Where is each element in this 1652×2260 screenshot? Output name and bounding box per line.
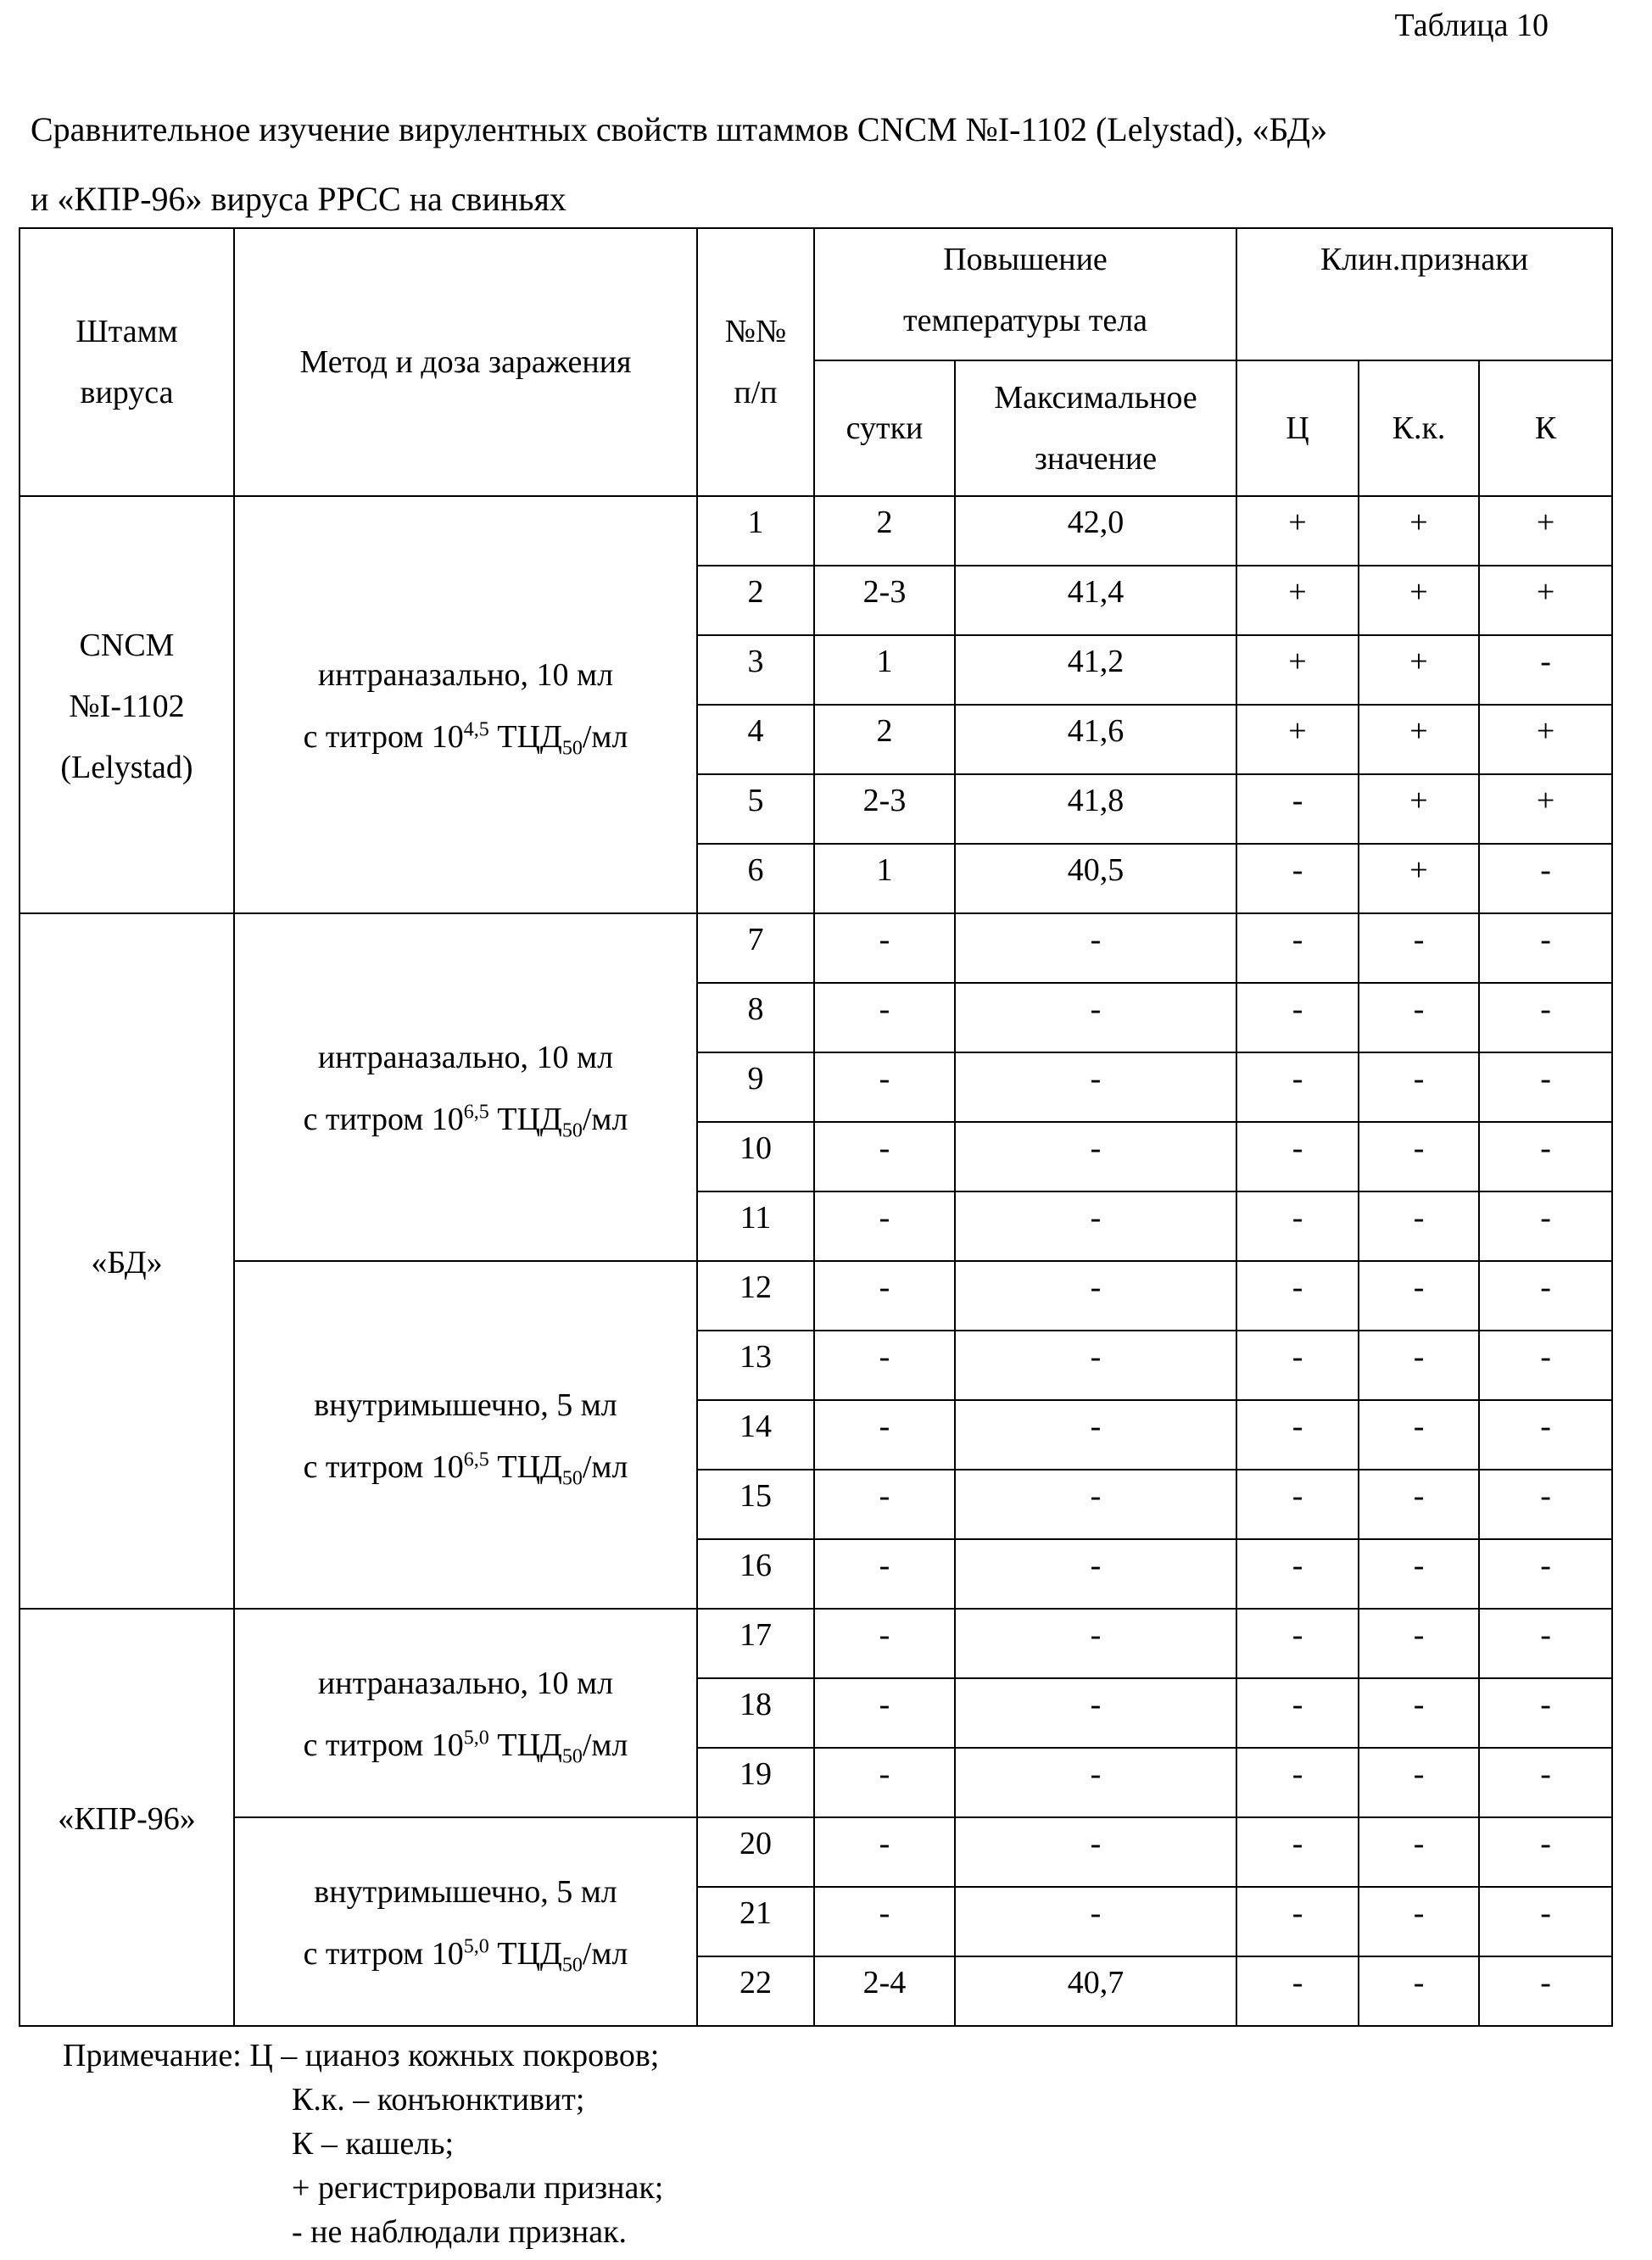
row-number-cell: 19: [697, 1748, 814, 1817]
days-cell: -: [814, 1470, 955, 1539]
conjunctivitis-cell: -: [1359, 1400, 1479, 1470]
days-cell: 2: [814, 496, 955, 566]
header-number: №№ п/п: [697, 228, 814, 496]
caption-line-2: и «КПР-96» вируса РРСС на свиньях: [31, 165, 1327, 234]
conjunctivitis-cell: +: [1359, 566, 1479, 635]
cough-cell: -: [1479, 1956, 1612, 2026]
cyanosis-cell: +: [1236, 635, 1359, 705]
cough-cell: -: [1479, 1400, 1612, 1470]
conjunctivitis-cell: +: [1359, 705, 1479, 774]
max-temp-cell: 41,6: [955, 705, 1236, 774]
titer-exponent: 6,5: [464, 1448, 489, 1470]
conjunctivitis-cell: -: [1359, 1261, 1479, 1331]
conjunctivitis-cell: -: [1359, 1539, 1479, 1609]
cough-cell: -: [1479, 1470, 1612, 1539]
table-row: [20, 913, 1612, 983]
cough-cell: -: [1479, 1678, 1612, 1748]
conjunctivitis-cell: -: [1359, 1956, 1479, 2026]
method-titer: [238, 1437, 693, 1498]
max-temp-cell: -: [955, 1122, 1236, 1191]
cough-cell: -: [1479, 1191, 1612, 1261]
titer-unit: ТЦД: [497, 1102, 562, 1137]
conjunctivitis-cell: +: [1359, 635, 1479, 705]
titer-prefix: с титром 10: [304, 1936, 464, 1972]
conjunctivitis-cell: +: [1359, 774, 1479, 844]
days-cell: -: [814, 1887, 955, 1956]
row-number-cell: 7: [697, 913, 814, 983]
conjunctivitis-cell: -: [1359, 1678, 1479, 1748]
titer-subscript: 50: [562, 1745, 583, 1767]
row-number-cell: 9: [697, 1052, 814, 1122]
row-number-cell: 20: [697, 1817, 814, 1887]
row-number-cell: 13: [697, 1331, 814, 1400]
days-cell: 2-3: [814, 774, 955, 844]
titer-exponent: 4,5: [464, 718, 489, 740]
header-temperature: Повышение температуры тела: [814, 228, 1236, 360]
titer-prefix: с титром 10: [304, 719, 464, 755]
conjunctivitis-cell: -: [1359, 1817, 1479, 1887]
days-cell: -: [814, 1539, 955, 1609]
table-number: Таблица 10: [1394, 7, 1549, 44]
cyanosis-cell: -: [1236, 1887, 1359, 1956]
days-cell: -: [814, 1817, 955, 1887]
titer-suffix: /мл: [583, 719, 628, 755]
max-temp-cell: -: [955, 913, 1236, 983]
header-days: сутки: [814, 360, 955, 496]
cyanosis-cell: -: [1236, 1052, 1359, 1122]
cyanosis-cell: -: [1236, 1122, 1359, 1191]
note-item: Ц – цианоз кожных покровов;: [249, 2038, 659, 2073]
strain-cell: [20, 1609, 234, 2026]
titer-unit: ТЦД: [497, 719, 562, 755]
titer-unit: ТЦД: [497, 1936, 562, 1972]
row-number-cell: 18: [697, 1678, 814, 1748]
cough-cell: +: [1479, 496, 1612, 566]
note-item: К – кашель;: [63, 2122, 663, 2166]
cyanosis-cell: -: [1236, 1191, 1359, 1261]
header-cough: К: [1479, 360, 1612, 496]
max-temp-cell: -: [955, 1261, 1236, 1331]
cyanosis-cell: -: [1236, 1609, 1359, 1678]
method-cell: [234, 913, 697, 1261]
strain-name-line: №I-1102: [24, 676, 230, 737]
max-temp-cell: -: [955, 1748, 1236, 1817]
titer-suffix: /мл: [583, 1449, 628, 1485]
cough-cell: -: [1479, 913, 1612, 983]
titer-subscript: 50: [562, 1467, 583, 1489]
caption-line-1: Сравнительное изучение вирулентных свойств штаммов CNCM №I-1102 (Lelystad), «БД»: [31, 95, 1327, 165]
days-cell: -: [814, 1052, 955, 1122]
conjunctivitis-cell: -: [1359, 1887, 1479, 1956]
header-method: Метод и доза заражения: [234, 228, 697, 496]
conjunctivitis-cell: -: [1359, 983, 1479, 1052]
titer-prefix: с титром 10: [304, 1102, 464, 1137]
table-row: [20, 1817, 1612, 1887]
cough-cell: -: [1479, 1331, 1612, 1400]
max-temp-cell: -: [955, 1678, 1236, 1748]
titer-subscript: 50: [562, 737, 583, 759]
max-temp-cell: -: [955, 1331, 1236, 1400]
cough-cell: -: [1479, 1122, 1612, 1191]
max-temp-cell: -: [955, 1470, 1236, 1539]
titer-unit: ТЦД: [497, 1449, 562, 1485]
table-caption: [31, 95, 1327, 234]
method-titer: [238, 1089, 693, 1151]
max-temp-cell: -: [955, 1887, 1236, 1956]
conjunctivitis-cell: -: [1359, 913, 1479, 983]
row-number-cell: 10: [697, 1122, 814, 1191]
row-number-cell: 17: [697, 1609, 814, 1678]
titer-suffix: /мл: [583, 1102, 628, 1137]
max-temp-cell: -: [955, 1539, 1236, 1609]
strain-cell: [20, 913, 234, 1609]
cough-cell: -: [1479, 1609, 1612, 1678]
max-temp-cell: 42,0: [955, 496, 1236, 566]
cyanosis-cell: -: [1236, 1748, 1359, 1817]
cyanosis-cell: -: [1236, 1817, 1359, 1887]
max-temp-cell: 41,2: [955, 635, 1236, 705]
header-cyanosis: Ц: [1236, 360, 1359, 496]
titer-prefix: с титром 10: [304, 1727, 464, 1763]
row-number-cell: 2: [697, 566, 814, 635]
cyanosis-cell: -: [1236, 1261, 1359, 1331]
table-row: [20, 496, 1612, 566]
days-cell: 2: [814, 705, 955, 774]
row-number-cell: 22: [697, 1956, 814, 2026]
cough-cell: -: [1479, 635, 1612, 705]
days-cell: 2-4: [814, 1956, 955, 2026]
header-max-value: Максимальное значение: [955, 360, 1236, 496]
method-route: внутримышечно, 5 мл: [238, 1375, 693, 1436]
strain-name-line: «КПР-96»: [24, 1788, 230, 1850]
max-temp-cell: 41,8: [955, 774, 1236, 844]
titer-suffix: /мл: [583, 1727, 628, 1763]
cough-cell: -: [1479, 1261, 1612, 1331]
cyanosis-cell: -: [1236, 844, 1359, 913]
conjunctivitis-cell: -: [1359, 1331, 1479, 1400]
titer-unit: ТЦД: [497, 1727, 562, 1763]
days-cell: 1: [814, 844, 955, 913]
row-number-cell: 15: [697, 1470, 814, 1539]
method-cell: [234, 1261, 697, 1609]
conjunctivitis-cell: +: [1359, 844, 1479, 913]
conjunctivitis-cell: -: [1359, 1191, 1479, 1261]
max-temp-cell: -: [955, 1817, 1236, 1887]
days-cell: -: [814, 1191, 955, 1261]
max-temp-cell: 41,4: [955, 566, 1236, 635]
virulence-table: [19, 227, 1613, 2027]
titer-suffix: /мл: [583, 1936, 628, 1972]
max-temp-cell: 40,5: [955, 844, 1236, 913]
cough-cell: -: [1479, 1052, 1612, 1122]
cyanosis-cell: -: [1236, 983, 1359, 1052]
cyanosis-cell: -: [1236, 1400, 1359, 1470]
header-conjunctivitis: К.к.: [1359, 360, 1479, 496]
table-notes: [63, 2034, 663, 2254]
titer-subscript: 50: [562, 1119, 583, 1141]
row-number-cell: 11: [697, 1191, 814, 1261]
cyanosis-cell: -: [1236, 913, 1359, 983]
conjunctivitis-cell: -: [1359, 1470, 1479, 1539]
cyanosis-cell: -: [1236, 1678, 1359, 1748]
days-cell: -: [814, 913, 955, 983]
max-temp-cell: -: [955, 983, 1236, 1052]
method-route: интраназально, 10 мл: [238, 645, 693, 706]
days-cell: -: [814, 1122, 955, 1191]
table-row: [20, 1609, 1612, 1678]
cyanosis-cell: +: [1236, 566, 1359, 635]
cough-cell: -: [1479, 844, 1612, 913]
cyanosis-cell: -: [1236, 774, 1359, 844]
cough-cell: +: [1479, 705, 1612, 774]
cough-cell: +: [1479, 566, 1612, 635]
conjunctivitis-cell: +: [1359, 496, 1479, 566]
method-cell: [234, 496, 697, 913]
cough-cell: -: [1479, 1748, 1612, 1817]
note-item: + регистрировали признак;: [63, 2166, 663, 2210]
conjunctivitis-cell: -: [1359, 1609, 1479, 1678]
cough-cell: -: [1479, 1887, 1612, 1956]
days-cell: -: [814, 1261, 955, 1331]
days-cell: -: [814, 1400, 955, 1470]
row-number-cell: 5: [697, 774, 814, 844]
conjunctivitis-cell: -: [1359, 1122, 1479, 1191]
row-number-cell: 6: [697, 844, 814, 913]
strain-cell: [20, 496, 234, 913]
max-temp-cell: -: [955, 1191, 1236, 1261]
row-number-cell: 12: [697, 1261, 814, 1331]
max-temp-cell: 40,7: [955, 1956, 1236, 2026]
cough-cell: +: [1479, 774, 1612, 844]
days-cell: 1: [814, 635, 955, 705]
header-clinical: Клин.признаки: [1236, 228, 1612, 360]
conjunctivitis-cell: -: [1359, 1052, 1479, 1122]
row-number-cell: 21: [697, 1887, 814, 1956]
days-cell: -: [814, 983, 955, 1052]
header-strain: Штамм вируса: [20, 228, 234, 496]
row-number-cell: 16: [697, 1539, 814, 1609]
method-cell: [234, 1817, 697, 2026]
titer-exponent: 5,0: [464, 1727, 489, 1749]
note-item: - не наблюдали признак.: [63, 2210, 663, 2254]
cough-cell: -: [1479, 1817, 1612, 1887]
notes-label: Примечание:: [63, 2038, 242, 2073]
cyanosis-cell: +: [1236, 705, 1359, 774]
max-temp-cell: -: [955, 1052, 1236, 1122]
days-cell: -: [814, 1609, 955, 1678]
strain-name-line: (Lelystad): [24, 737, 230, 798]
table-row: [20, 1261, 1612, 1331]
cyanosis-cell: +: [1236, 496, 1359, 566]
conjunctivitis-cell: -: [1359, 1748, 1479, 1817]
cyanosis-cell: -: [1236, 1470, 1359, 1539]
method-route: внутримышечно, 5 мл: [238, 1861, 693, 1922]
cough-cell: -: [1479, 1539, 1612, 1609]
cough-cell: -: [1479, 983, 1612, 1052]
titer-exponent: 6,5: [464, 1101, 489, 1123]
note-item: К.к. – конъюнктивит;: [63, 2078, 663, 2122]
method-titer: [238, 1715, 693, 1777]
method-titer: [238, 1923, 693, 1985]
row-number-cell: 3: [697, 635, 814, 705]
days-cell: -: [814, 1331, 955, 1400]
row-number-cell: 14: [697, 1400, 814, 1470]
titer-subscript: 50: [562, 1954, 583, 1976]
days-cell: -: [814, 1748, 955, 1817]
days-cell: -: [814, 1678, 955, 1748]
row-number-cell: 4: [697, 705, 814, 774]
strain-name-line: «БД»: [24, 1232, 230, 1293]
max-temp-cell: -: [955, 1609, 1236, 1678]
table-body: [20, 496, 1612, 2026]
strain-name-line: CNCM: [24, 615, 230, 676]
cyanosis-cell: -: [1236, 1331, 1359, 1400]
cyanosis-cell: -: [1236, 1956, 1359, 2026]
max-temp-cell: -: [955, 1400, 1236, 1470]
row-number-cell: 1: [697, 496, 814, 566]
method-route: интраназально, 10 мл: [238, 1653, 693, 1714]
days-cell: 2-3: [814, 566, 955, 635]
method-titer: [238, 706, 693, 768]
cyanosis-cell: -: [1236, 1539, 1359, 1609]
titer-exponent: 5,0: [464, 1935, 489, 1957]
method-route: интраназально, 10 мл: [238, 1027, 693, 1088]
method-cell: [234, 1609, 697, 1817]
row-number-cell: 8: [697, 983, 814, 1052]
titer-prefix: с титром 10: [304, 1449, 464, 1485]
